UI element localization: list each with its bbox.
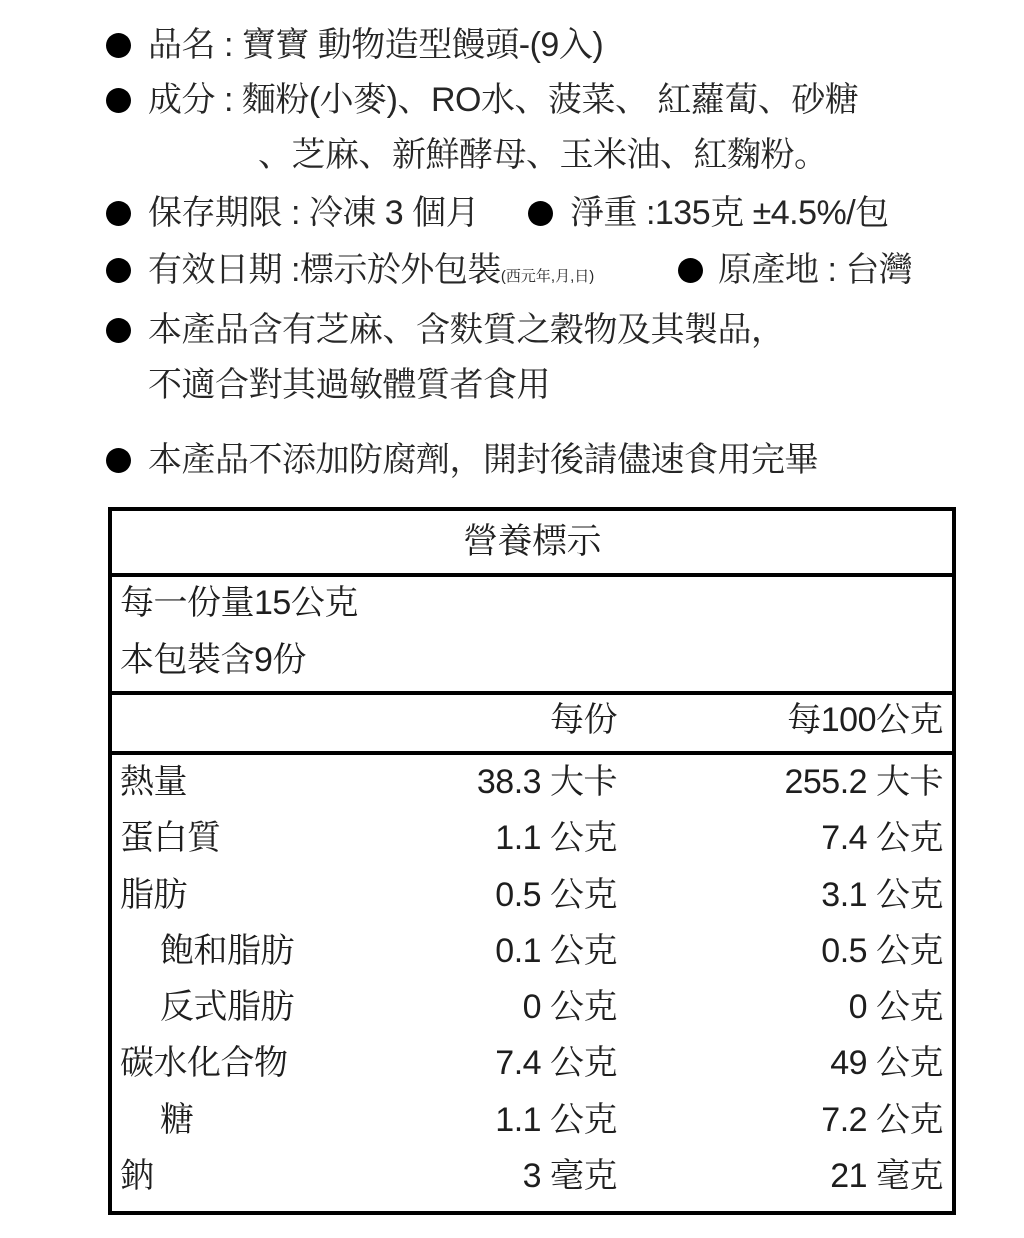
per-100g-value: 7.2 公克 [821,1101,943,1139]
per-100g-value: 255.2 大卡 [784,763,943,801]
serving-size: 每一份量15公克 [120,584,358,622]
per-serving-value: 3 毫克 [522,1157,617,1195]
bullet-icon [678,258,703,283]
header-per-serving: 每份 [550,701,617,739]
nutrient-name: 熱量 [120,763,187,801]
bullet-icon [106,201,131,226]
divider [112,691,952,695]
per-100g-value: 0 公克 [848,988,943,1026]
allergen-line-1: 本產品含有芝麻、含麩質之穀物及其製品， [148,311,785,349]
expiry-date [148,250,594,290]
per-100g-value: 49 公克 [830,1044,943,1082]
divider [112,751,952,755]
per-serving-value: 0.1 公克 [495,932,617,970]
expiry-format-note: (西元年,月,日) [500,268,595,285]
ingredients-line-2: 、芝麻、新鮮酵母、玉米油、紅麴粉。 [258,136,828,174]
expiry-label: 有效日期 :標示於外包裝 [148,251,501,289]
bullet-icon [106,88,131,113]
divider [112,573,952,577]
servings-per-package: 本包裝含9份 [120,641,306,679]
bullet-icon [528,201,553,226]
per-serving-value: 7.4 公克 [495,1044,617,1082]
per-serving-value: 0.5 公克 [495,876,617,914]
allergen-line-2: 不適合對其過敏體質者食用 [148,366,550,404]
net-weight: 淨重 :135克 ±4.5%/包 [570,194,889,232]
nutrient-name: 鈉 [120,1157,154,1195]
nutrient-name: 反式脂肪 [160,988,294,1026]
header-per-100g: 每100公克 [787,701,943,739]
per-100g-value: 3.1 公克 [821,876,943,914]
nutrient-name: 糖 [160,1101,194,1139]
nutrient-name: 碳水化合物 [120,1044,288,1082]
nutrient-name: 飽和脂肪 [160,932,294,970]
nutrient-name: 脂肪 [120,876,187,914]
per-serving-value: 38.3 大卡 [476,763,617,801]
product-name: 品名 : 寶寶 動物造型饅頭-(9入) [148,26,604,64]
shelf-life: 保存期限 : 冷凍 3 個月 [148,194,480,232]
preservative-notice: 本產品不添加防腐劑，開封後請儘速食用完畢 [148,441,818,479]
origin: 原產地 : 台灣 [718,251,913,289]
per-serving-value: 0 公克 [522,988,617,1026]
ingredients-line-1: 成分 : 麵粉(小麥)、RO水、菠菜、 紅蘿蔔、砂糖 [148,81,859,119]
per-100g-value: 21 毫克 [830,1157,943,1195]
bullet-icon [106,258,131,283]
bullet-icon [106,448,131,473]
nutrient-name: 蛋白質 [120,819,221,857]
nutrition-facts-table [108,507,956,1215]
per-100g-value: 0.5 公克 [821,932,943,970]
per-100g-value: 7.4 公克 [821,819,943,857]
per-serving-value: 1.1 公克 [495,1101,617,1139]
bullet-icon [106,318,131,343]
bullet-icon [106,33,131,58]
per-serving-value: 1.1 公克 [495,819,617,857]
nutrition-title: 營養標示 [462,522,601,561]
